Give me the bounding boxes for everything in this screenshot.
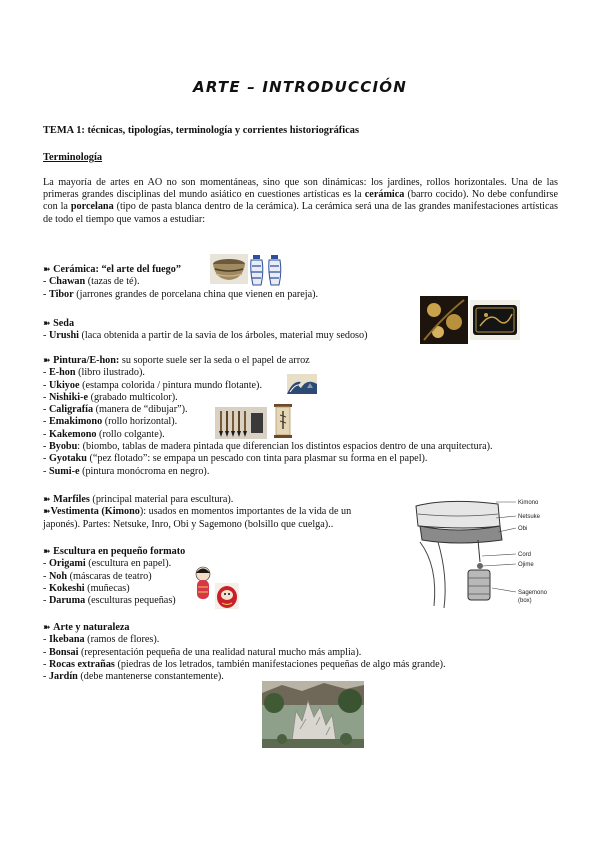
tema-heading: TEMA 1: técnicas, tipologías, terminología y corrientes historiográficas xyxy=(43,125,359,136)
box-label: (box) xyxy=(518,598,532,604)
tibor-image xyxy=(248,252,284,288)
arrow-bullet-icon: ➽ xyxy=(43,507,51,518)
section-seda: ➽ Seda - Urushi (laca obtenida a partir de la savia de los árboles, material muy sedoso) xyxy=(43,318,368,342)
section-naturaleza: ➽ Arte y naturaleza - Ikebana (ramos de flores). - Bonsai (representación pequeña de una realidad natural mucho más amplia). - Rocas extrañas (piedras de los letrados, también manifestaciones pequeñas de algo más grande). - Jardín (debe mantenerse constantemente). xyxy=(43,622,446,683)
section-escultura: ➽ Escultura en pequeño formato - Origami (escultura en papel). - Noh (máscaras de teatro) - Kokeshi (muñecas) - Daruma (esculturas pequeñas) xyxy=(43,546,186,607)
ojime-label: Ojime xyxy=(518,562,534,568)
arrow-bullet-icon: ➽ xyxy=(43,495,51,505)
page-title: ARTE – INTRODUCCIÓN xyxy=(193,78,407,96)
arrow-bullet-icon: ➽ xyxy=(43,356,51,366)
chawan-image xyxy=(210,254,248,284)
kimono-label: Kimono xyxy=(518,500,539,506)
section-ceramica: ➽ Cerámica: “el arte del fuego” - Chawan (tazas de té). - Tibor (jarrones grandes de porcelana china que vienen en pareja). xyxy=(43,264,319,300)
netsuke-label: Netsuke xyxy=(518,514,541,520)
daruma-image xyxy=(215,583,239,609)
section-pintura: ➽ Pintura/E-hon: su soporte suele ser la seda o el papel de arroz - E-hon (libro ilustrado). - Ukiyoe (estampa colorida / pintura mundo flotante). - Nishiki-e (grabado multicolor). - Caligrafía (manera de “dibujar”). - Emakimono (rollo horizontal). - Kakemono (rollo colgante). - Byobu: (biombo, tablas de madera pintada que diferencian los distintos espacios dentro de una arquitectura). - Gyotaku (“pez flotado”: se empapa un pescado con tinta para plasmar su forma en el papel). - Sumi-e (pintura monócroma en negro). xyxy=(43,355,493,477)
caligrafia-brushes-image xyxy=(215,407,267,439)
kokeshi-doll-image xyxy=(192,565,214,601)
arrow-bullet-icon: ➽ xyxy=(43,623,51,633)
urushi-box-image xyxy=(470,300,520,340)
urushi-lacquer-image xyxy=(420,296,468,344)
arrow-bullet-icon: ➽ xyxy=(43,319,51,329)
obi-label: Obi xyxy=(518,526,528,532)
ukiyoe-wave-image xyxy=(287,374,317,394)
arrow-bullet-icon: ➽ xyxy=(43,547,51,557)
kakemono-scroll-image xyxy=(272,403,294,439)
arrow-bullet-icon: ➽ xyxy=(43,265,51,275)
intro-paragraph: La mayoría de artes en AO no son momentáneas, sino que son dinámicas: los jardines, rollos horizontales. Una de las primeras grandes disciplinas del mundo asiático en cuestiones artísticas es la cerámica (barro cocido). No debe confundirse con la porcelana (tipo de pasta blanca dentro de la cerámica). La cerámica será una de las grandes manifestaciones artísticas de todo el tiempo que vamos a estudiar: xyxy=(43,177,559,225)
terminologia-heading: Terminología xyxy=(43,152,103,163)
cord-label: Cord xyxy=(518,552,532,558)
kimono-diagram-image xyxy=(408,496,556,616)
section-marfiles: ➽ Marfiles (principal material para escultura). ➽Vestimenta (Kimono): usados en momentos importantes de la vida de un japonés). Partes: Netsuke, Inro, Obi y Sagemono (bolsillo que cuelga).. xyxy=(43,494,352,530)
sagemono-label: Sagemono xyxy=(518,590,548,596)
jardin-rocks-image xyxy=(262,681,364,748)
